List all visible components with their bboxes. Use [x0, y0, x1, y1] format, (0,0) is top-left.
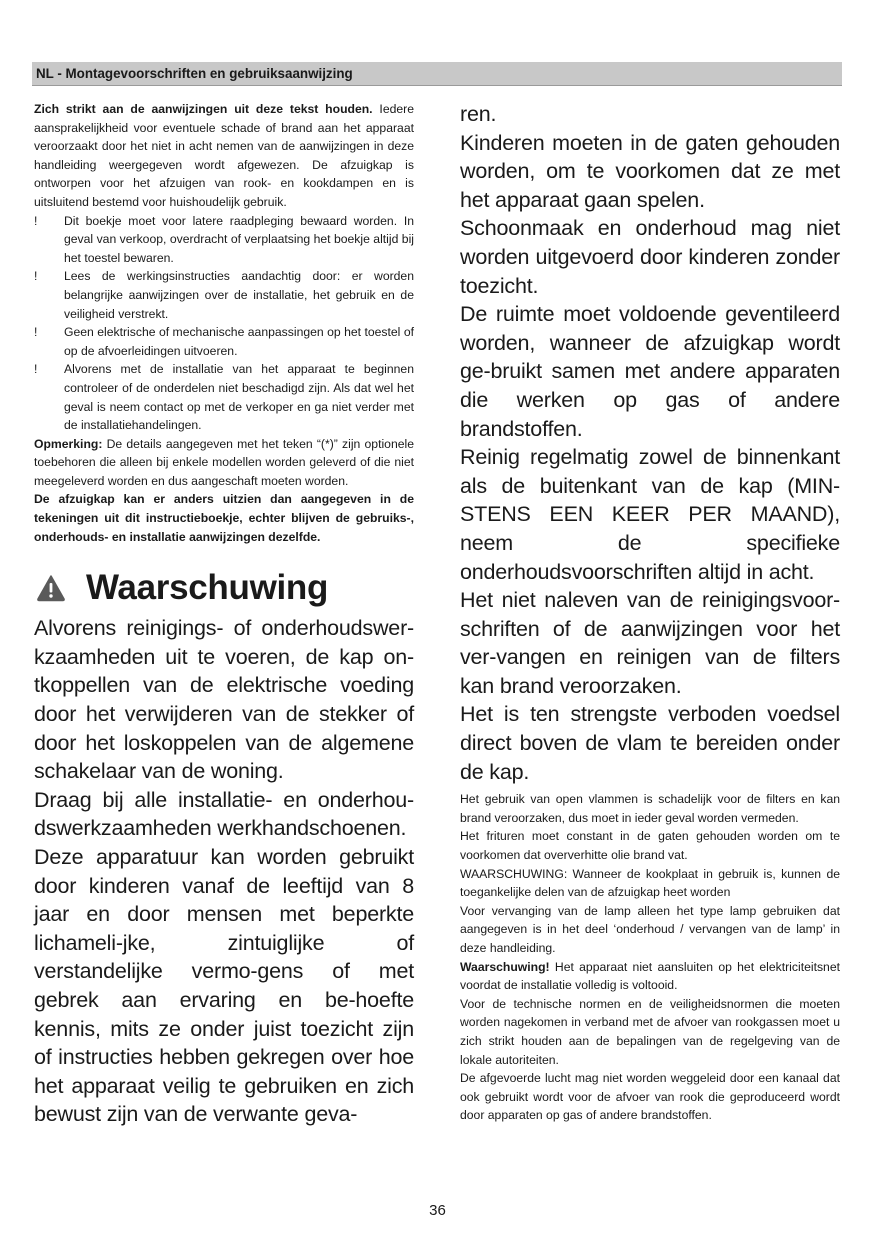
intro-paragraph [34, 100, 414, 212]
warning-paragraph: Draag bij alle installatie- en onderhou-dswerkzaamheden werkhandschoenen. [34, 787, 414, 841]
warning-paragraph: Reinig regelmatig zowel de binnenkant als de buitenkant van de kap (MIN-STENS EEN KEER PER MAAND), neem de specifieke onderhoudsvoorschriften altijd in acht. [460, 445, 840, 584]
warning-heading [34, 566, 414, 610]
safety-paragraph: Voor vervanging van de lamp alleen het type lamp gebruiken dat aangegeven is in het deel ‘onderhoud / vervangen van de lamp’ in deze handleiding. [460, 903, 840, 955]
bullet-text: Lees de werkingsinstructies aandachtig door: er worden belangrijke aanwijzingen over de installatie, het gebruik en de veiligheid verstrekt. [64, 269, 414, 321]
exclamation-bullet-icon: ! [34, 362, 38, 377]
caution-label: Waarschuwing! [460, 959, 550, 974]
warning-paragraph: Het is ten strengste verboden voedsel direct boven de vlam te bereiden onder de kap. [460, 702, 840, 784]
warning-paragraph: De ruimte moet voldoende geventileerd worden, wanneer de afzuigkap wordt ge-bruikt samen met andere apparaten die werken op gas of andere brandstoffen. [460, 302, 840, 441]
section-title: NL - Montagevoorschriften en gebruiksaanwijzing [36, 66, 353, 81]
left-column [34, 100, 414, 1129]
warning-paragraph: Schoonmaak en onderhoud mag niet worden uitgevoerd door kinderen zonder toezicht. [460, 216, 840, 298]
warning-paragraph: ren. [460, 102, 497, 126]
caution-paragraph [460, 958, 840, 995]
intro-bold: Zich strikt aan de aanwijzingen uit deze tekst houden. [34, 102, 373, 116]
bullet-text: Dit boekje moet voor latere raadpleging bewaard worden. In geval van verkoop, overdracht of verplaatsing het boekje altijd bij het toestel bewaren. [64, 213, 414, 265]
right-column [460, 100, 840, 1125]
section-header-bar [32, 62, 842, 86]
safety-paragraph: Het frituren moet constant in de gaten gehouden worden om te voorkomen dat oververhitte olie brand vat. [460, 829, 840, 863]
warning-triangle-icon [36, 573, 66, 603]
caution-text: Het apparaat niet aansluiten op het elektriciteitsnet voordat de installatie volledig is voltooid. [460, 959, 840, 993]
bullet-item [34, 212, 414, 268]
safety-paragraph: De afgevoerde lucht mag niet worden weggeleid door een kanaal dat ook gebruikt wordt voor de afvoer van rook die geproduceerd wordt door apparaten op gas of andere brandstoffen. [460, 1071, 840, 1123]
warning-title: Waarschuwing [86, 568, 329, 608]
bullet-text: Geen elektrische of mechanische aanpassingen op het toestel of op de afvoerleidingen uitvoeren. [64, 325, 414, 358]
exclamation-bullet-icon: ! [34, 269, 38, 284]
warning-paragraph: Deze apparatuur kan worden gebruikt door kinderen vanaf de leeftijd van 8 jaar en door mensen met beperkte lichameli-jke, zintuiglijke of verstandelijke vermo-gens of met gebrek aan ervaring en be-hoefte kennis, mits ze onder juist toezicht zijn of instructies hebben gekregen over hoe het apparaat veilig te gebruiken en zich bewust zijn van de verwante geva- [34, 845, 414, 1127]
warning-paragraph: Alvorens reinigings- of onderhoudswer-kzaamheden uit te voeren, de kap on-tkoppellen van de elektrische voeding door het verwijderen van de stekker of door het loskoppelen van de algemene schakelaar van de woning. [34, 616, 414, 784]
bold-note-text: De afzuigkap kan er anders uitzien dan aangegeven in de tekeningen uit dit instructieboekje, echter blijven de gebruiks-, onderhouds- en installatie aanwijzingen dezelfde. [34, 492, 414, 544]
bullet-text: Alvorens met de installatie van het apparaat te beginnen controleer of de onderdelen niet beschadigd zijn. Als dat wel het geval is neem contact op met de verkoper en ga niet verder met de installatiehandelingen. [64, 362, 414, 433]
remark-text: De details aangegeven met het teken “(*)” zijn optionele toebehoren die alleen bij enkele modellen worden geleverd of die niet meegeleverd worden en dus aangeschaft moeten worden. [34, 436, 414, 488]
bullet-item [34, 360, 414, 434]
remark-label: Opmerking: [34, 436, 103, 451]
bullet-item [34, 323, 414, 360]
exclamation-bullet-icon: ! [34, 325, 38, 340]
remark-paragraph [34, 435, 414, 491]
intro-text: Iedere aansprakelijkheid voor eventuele schade of brand aan het apparaat veroorzaakt door het niet in acht nemen van de aanwijzingen in deze handleiding weergegeven wordt afgewezen. De afzuigkap is ontworpen voor het afzuigen van rook- en kookdampen en is uitsluitend bestemd voor huishoudelijk gebruik. [34, 102, 414, 209]
safety-paragraph: WAARSCHUWING: Wanneer de kookplaat in gebruik is, kunnen de toegankelijke delen van de afzuigkap heet worden [460, 866, 840, 900]
bullet-item [34, 267, 414, 323]
exclamation-bullet-icon: ! [34, 213, 38, 228]
bold-note [34, 490, 414, 546]
page-number: 36 [429, 1202, 446, 1219]
warning-paragraph: Het niet naleven van de reinigingsvoor-schriften of de aanwijzingen voor het ver-vangen en reinigen van de filters kan brand veroorzaken. [460, 588, 840, 698]
safety-paragraph: Voor de technische normen en de veiligheidsnormen die moeten worden nagekomen in verband met de afvoer van rookgassen moet u zich strikt houden aan de bepalingen van de regelgeving van de lokale autoriteiten. [460, 996, 840, 1067]
warning-paragraph: Kinderen moeten in de gaten gehouden worden, om te voorkomen dat ze met het apparaat gaan spelen. [460, 130, 840, 212]
safety-paragraph: Het gebruik van open vlammen is schadelijk voor de filters en kan brand veroorzaken, dus moet in ieder geval worden vermeden. [460, 792, 840, 825]
